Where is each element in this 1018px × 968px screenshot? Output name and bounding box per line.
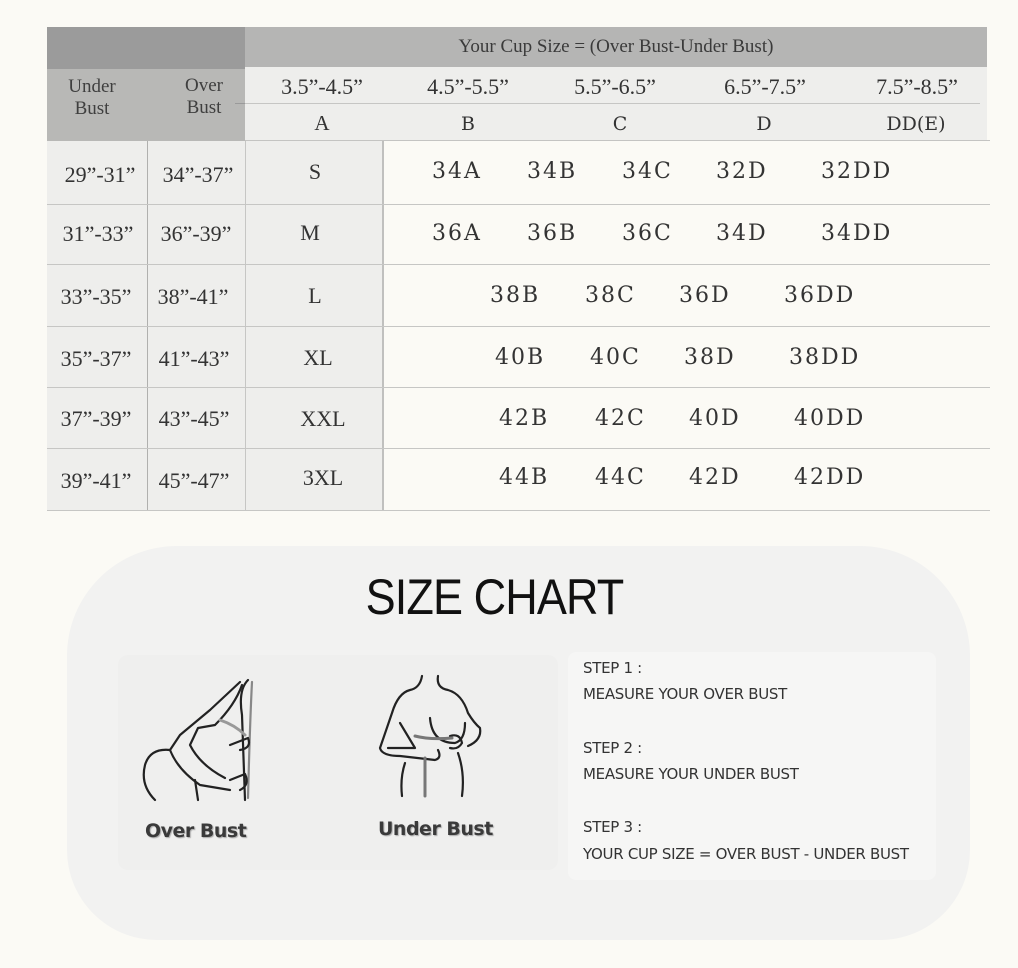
range-d: 6.5”-7.5” (724, 74, 806, 99)
under-bust-value: 37”-39” (60, 406, 132, 431)
range-c: 5.5”-6.5” (574, 74, 656, 99)
bra-size: 36A (432, 221, 482, 246)
bra-size: 36DD (784, 283, 856, 308)
over-bust-illustration-icon (130, 670, 270, 810)
bra-size: 40D (689, 406, 741, 431)
size-label: XL (303, 345, 333, 370)
bra-size: 44B (499, 465, 550, 490)
header-tick (235, 103, 245, 104)
under-bust-value: 39”-41” (60, 468, 132, 493)
over-bust-label: Over Bust (145, 820, 247, 842)
bra-size: 42B (499, 406, 550, 431)
step-3-label: STEP 3 : (583, 818, 642, 836)
row-divider (47, 264, 990, 265)
bra-size: 36B (527, 221, 578, 246)
step-3-text: YOUR CUP SIZE = OVER BUST - UNDER BUST (583, 845, 909, 863)
bra-size: 40C (590, 345, 641, 370)
under-bust-header-line1: Under (68, 76, 116, 97)
under-bust-illustration-icon (370, 668, 510, 808)
size-label: XXL (300, 406, 346, 431)
bra-size: 44C (595, 465, 646, 490)
bra-size: 42DD (794, 465, 866, 490)
header-corner (47, 27, 245, 69)
under-bust-value: 35”-37” (60, 346, 132, 371)
row-divider (47, 387, 990, 388)
cup-d: D (756, 113, 772, 135)
over-bust-value: 36”-39” (160, 221, 232, 246)
range-a: 3.5”-4.5” (281, 74, 363, 99)
under-bust-value: 31”-33” (62, 221, 134, 246)
header-divider (245, 103, 980, 104)
table-bottom-border (47, 510, 990, 511)
bra-size: 42C (595, 406, 646, 431)
bra-size: 40B (495, 345, 546, 370)
under-bust-header-line2: Bust (74, 98, 110, 119)
range-b: 4.5”-5.5” (427, 74, 509, 99)
bra-size: 38B (490, 283, 541, 308)
bra-size: 34A (432, 159, 482, 184)
row-divider (47, 204, 990, 205)
bra-size: 38D (684, 345, 736, 370)
over-bust-value: 38”-41” (157, 284, 229, 309)
step-1-label: STEP 1 : (583, 659, 642, 677)
bra-size: 32DD (821, 159, 893, 184)
step-2-text: MEASURE YOUR UNDER BUST (583, 765, 799, 783)
bra-size: 40DD (794, 406, 866, 431)
step-2-label: STEP 2 : (583, 739, 642, 757)
bra-size: 34B (527, 159, 578, 184)
size-label: L (308, 283, 322, 308)
bra-size: 34C (622, 159, 673, 184)
bra-size: 38DD (789, 345, 861, 370)
size-label: M (300, 220, 320, 245)
over-bust-value: 41”-43” (158, 346, 230, 371)
range-dd: 7.5”-8.5” (876, 74, 958, 99)
over-bust-value: 34”-37” (162, 162, 234, 187)
over-bust-header-line2: Bust (186, 97, 222, 118)
over-bust-header (165, 75, 243, 119)
step-1-text: MEASURE YOUR OVER BUST (583, 685, 787, 703)
under-bust-label: Under Bust (378, 818, 493, 840)
over-bust-value: 45”-47” (158, 468, 230, 493)
bra-size: 36C (622, 221, 673, 246)
cup-a: A (314, 111, 330, 135)
under-bust-value: 33”-35” (60, 284, 132, 309)
cup-size-title (245, 27, 987, 67)
bra-size: 36D (679, 283, 731, 308)
size-chart-title: SIZE CHART (365, 569, 624, 625)
under-bust-header (52, 76, 132, 120)
cup-c: C (612, 113, 628, 135)
cup-dd: DD(E) (886, 113, 946, 135)
row-divider (47, 326, 990, 327)
row-divider (47, 448, 990, 449)
bra-size: 34DD (821, 221, 893, 246)
cup-size-title-text: Your Cup Size = (Over Bust-Under Bust) (458, 36, 774, 57)
over-bust-header-line1: Over (185, 75, 223, 96)
under-bust-value: 29”-31” (64, 162, 136, 187)
bra-size: 34D (716, 221, 768, 246)
over-bust-value: 43”-45” (158, 406, 230, 431)
bra-size: 32D (716, 159, 768, 184)
size-label: S (308, 159, 322, 184)
size-label: 3XL (302, 465, 344, 490)
bra-size: 42D (689, 465, 741, 490)
cup-b: B (461, 113, 475, 135)
bra-size: 38C (585, 283, 636, 308)
